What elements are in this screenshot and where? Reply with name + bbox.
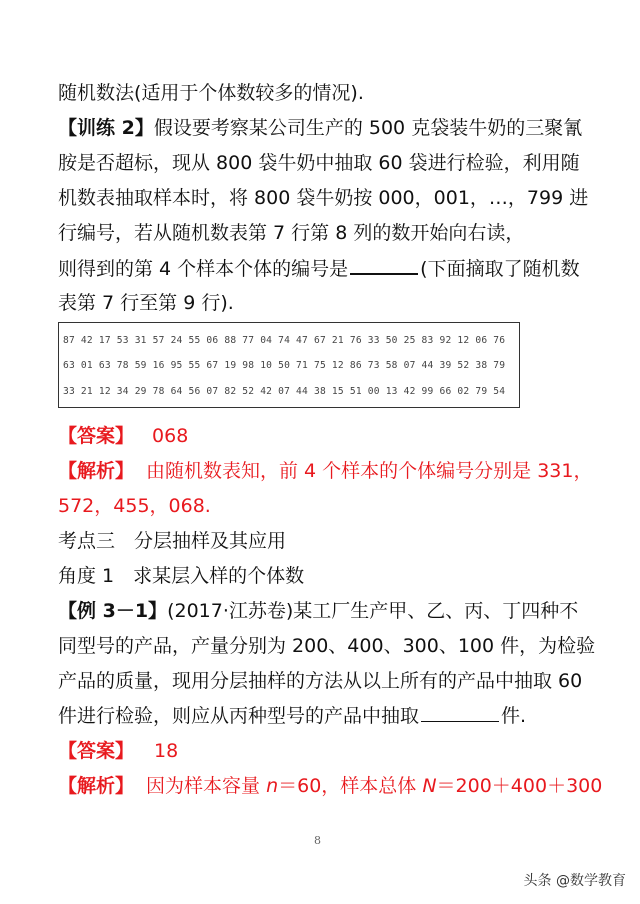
paragraph-text: 表第 7 行至第 9 行).	[58, 292, 234, 314]
watermark-text: 头条 @数学教育	[523, 873, 626, 889]
example-heading-line	[58, 596, 578, 626]
analysis-text: 由随机数表知，前 4 个样本的个体编号分别是 331，	[146, 460, 593, 482]
analysis-line	[58, 491, 211, 521]
text-line	[58, 148, 580, 178]
text-line	[58, 701, 526, 731]
paragraph-text: 件进行检验，则应从丙种型号的产品中抽取	[58, 705, 420, 727]
text-line	[58, 218, 524, 248]
section-title: 考点三 分层抽样及其应用	[58, 530, 287, 552]
subsection-title: 角度 1 求某层入样的个体数	[58, 565, 305, 587]
analysis-text: 572，455，068.	[58, 495, 211, 517]
analysis-text: 因为样本容量	[146, 775, 267, 797]
paragraph-text: 产品的质量，现用分层抽样的方法从以上所有的产品中抽取 60	[58, 670, 583, 692]
paragraph-text: (2017·江苏卷)某工厂生产甲、乙、丙、丁四种不	[167, 600, 579, 622]
exercise-label: 【训练 2】	[58, 117, 154, 139]
text-line	[58, 183, 588, 213]
analysis-text: ＝60，样本总体	[278, 775, 423, 797]
paragraph-text: 同型号的产品，产量分别为 200、400、300、100 件，为检验	[58, 635, 596, 657]
answer-blank	[350, 253, 418, 275]
analysis-line	[58, 456, 593, 486]
answer-label: 【答案】	[58, 740, 135, 762]
paragraph-text: 则得到的第 4 个样本个体的编号是	[58, 258, 349, 280]
section-heading	[58, 526, 286, 556]
paragraph-text: 胺是否超标，现从 800 袋牛奶中抽取 60 袋进行检验，利用随	[58, 152, 580, 174]
answer-blank	[421, 701, 499, 722]
answer-line	[58, 736, 178, 766]
text-line	[58, 631, 595, 661]
text-line	[58, 288, 234, 318]
random-number-table	[58, 322, 520, 408]
answer-line	[58, 421, 188, 451]
table-row: 33 21 12 34 29 78 64 56 07 82 52 42 07 44 38 15 51 00 13 42 99 66 02 79 54	[63, 386, 506, 397]
table-row: 87 42 17 53 31 57 24 55 06 88 77 04 74 47 67 21 76 33 50 25 83 92 12 06 76	[63, 335, 506, 346]
text-line	[58, 253, 580, 284]
paragraph-text: 假设要考察某公司生产的 500 克袋装牛奶的三聚氰	[153, 117, 583, 139]
answer-label: 【答案】	[58, 425, 135, 447]
page-number: 8	[314, 834, 321, 847]
paragraph-text: 机数表抽取样本时，将 800 袋牛奶按 000，001，…，799 进	[58, 187, 589, 209]
text-line	[58, 666, 582, 696]
paragraph-text: (下面摘取了随机数	[420, 258, 580, 280]
text-line	[58, 78, 364, 108]
example-label: 【例 3－1】	[58, 600, 168, 622]
analysis-label: 【解析】	[58, 775, 135, 797]
analysis-line	[58, 771, 602, 801]
paragraph-text: 件.	[501, 705, 527, 727]
variable-N: N	[422, 775, 437, 797]
analysis-text: ＝200＋400＋300	[436, 775, 603, 797]
table-row: 63 01 63 78 59 16 95 55 67 19 98 10 50 71 75 12 86 73 58 07 44 39 52 38 79	[63, 360, 506, 371]
variable-n: n	[266, 775, 279, 797]
paragraph-text: 行编号，若从随机数表第 7 行第 8 列的数开始向右读，	[58, 222, 525, 244]
exercise-heading-line	[58, 113, 582, 143]
paragraph-text: 随机数法(适用于个体数较多的情况).	[58, 82, 364, 104]
analysis-label: 【解析】	[58, 460, 135, 482]
answer-value: 068	[152, 425, 189, 447]
answer-value: 18	[154, 740, 179, 762]
subsection-heading	[58, 561, 304, 591]
